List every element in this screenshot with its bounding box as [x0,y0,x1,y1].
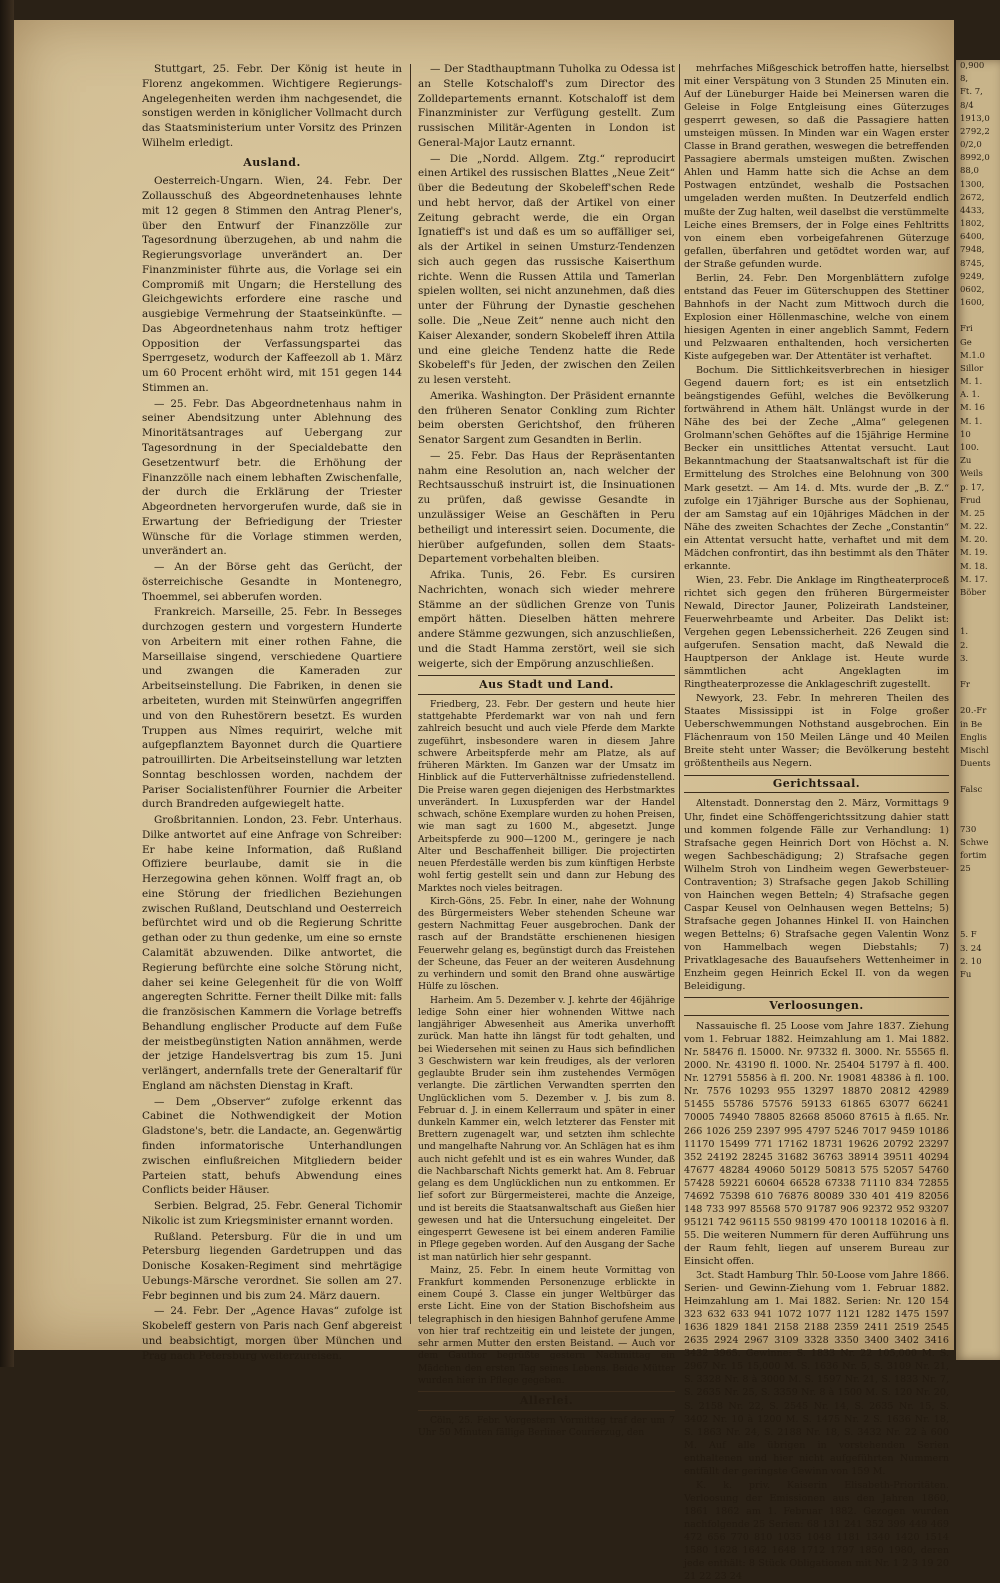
edge-fragment: 88,0 [960,166,979,177]
article-paragraph: Altenstadt. Donnerstag den 2. März, Vormittags 9 Uhr, findet eine Schöffengerichtssitzung dahier statt und kommen folgende Fälle zur Verhandlung: 1) Strafsache gegen Heinrich Dort von Höchst a. N. wegen Sachbeschädigung; 2) Strafsache gegen Wilhelm Stroh von Lindheim wegen Gewerbsteuer-Contravention; 3) Strafsache gegen Jakob Schilling von Hainchen wegen Betteln; 4) Strafsache gegen Caspar Keusel von Oelnhausen wegen Bettelns; 5) Strafsache gegen Johannes Hinkel II. von Hainchen wegen Bettelns; 6) Strafsache gegen Valentin Wonz von Hammelbach wegen Diebstahls; 7) Privatklagesache des Bauaufsehers Wettenheimer in Enzheim gegen Heinrich Eckel II. von da wegen Beleidigung. [684,798,949,993]
edge-fragment: M. 18. [960,561,988,572]
article-paragraph: Cöln, 25. Febr. Vorgestern Vormittag traf der um 7 Uhr 50 Minuten fällige Berliner Courierzug, den [418,1414,675,1438]
edge-fragment: 7948, [960,245,985,256]
edge-fragment [956,916,1000,929]
edge-fragment: M. 1. [960,377,983,388]
edge-fragment: 730 [960,824,977,835]
edge-fragment: M. 25 [960,508,985,519]
edge-fragment: Zu [960,456,972,467]
edge-fragment [956,890,1000,903]
edge-fragment: fortim [960,851,987,862]
section-heading: Aus Stadt und Land. [418,675,675,695]
article-paragraph: — 25. Febr. Das Abgeordnetenhaus nahm in seiner Abendsitzung unter Ablehnung des Minoritätsantrages auf Uebergang zur Tagesordnung in der Specialdebatte den Gesetzentwurf betr. die Erhöhung der Finanzzölle nach einem lebhaften Zwischenfalle, der durch die Erklärung der Triester Abgeordneten hervorgerufen wurde, daß sie in Erwartung der Befriedigung der Triester Wünsche für die Vorlage stimmen werden, unverändert an. [142,397,402,558]
edge-fragment [956,903,1000,916]
edge-fragment: M.1.0 [960,350,985,361]
article-paragraph: Afrika. Tunis, 26. Febr. Es cursiren Nachrichten, wonach sich wieder mehrere Stämme an der südlichen Grenze von Tunis empört hätten. Dieselben hätten mehrere andere Stämme gezwungen, sich anzuschließen, und die Stadt Hamma zerstört, weil sie sich weigerte, sich der Empörung anzuschließen. [418,569,675,670]
edge-fragment [956,692,1000,705]
article-paragraph: — 24. Febr. Der „Agence Havas“ zufolge ist Skobeleff gestern von Paris nach Genf abgereist und beabsichtigt, morgen über München und Prag nach Petersburg weiterzureisen. [142,1305,402,1362]
edge-fragment: M. 22. [960,522,988,533]
edge-fragment: 8, [960,74,969,85]
article-paragraph: mehrfaches Mißgeschick betroffen hatte, hierselbst mit einer Verspätung von 3 Stunden 25 Minuten ein. Auf der Lüneburger Haide bei Meinersen waren die Geleise in Folge Entgleisung eines Güterzuges gesperrt gewesen, so daß die Passagiere hatten umsteigen müssen. In Minden war ein Wagen erster Classe in Brand gerathen, weswegen die betreffenden Passagiere abermals umsteigen mußten. Zwischen Ahlen und Hamm hatte sich die Achse an dem Postwagen entzündet, weshalb die Postsachen umgeladen werden mußten. In Deutzerfeld endlich mußte der Zug halten, weil daselbst die verstümmelte Leiche eines Bremsers, der in Folge eines Fehltritts von einem eben vorbeigefahrenen Güterzuge gefallen, überfahren und getödtet worden war, auf der Straße gefunden wurde. [684,63,949,270]
column-1 [142,62,402,1362]
edge-fragment [956,310,1000,323]
edge-fragment: Falsc [960,785,983,796]
section-heading: Ausland. [243,155,301,169]
article-paragraph: Nassauische fl. 25 Loose vom Jahre 1837. Ziehung vom 1. Februar 1882. Heimzahlung am 1. Mai 1882. Nr. 58476 fl. 15000. Nr. 97332 fl. 3000. Nr. 55565 fl. 2000. Nr. 43190 fl. 1000. Nr. 25404 51797 à fl. 400. Nr. 12791 55856 à fl. 200. Nr. 19081 48386 à fl. 100. Nr. 7576 10293 955 13297 18870 20812 42989 51455 55786 57576 59133 61865 63077 66241 70005 74940 78805 82668 85060 87615 à fl.65. Nr. 266 1026 259 2397 995 4797 5246 7017 9459 10186 11170 15499 771 17162 18731 19626 20792 23297 352 24192 28245 31682 36763 38914 39511 40294 47677 48284 49060 50129 50813 575 52057 54760 57428 59221 60604 66528 67338 71110 834 72855 74692 75398 610 76876 80089 330 401 419 82056 148 733 997 85568 570 91787 906 92372 952 93207 95121 742 96115 550 98199 470 100118 102016 à fl. 55. Die weiteren Nummern für deren Aufführung uns der Raum fehlt, liegen auf unserem Bureau zur Einsicht offen. [684,1021,949,1267]
edge-fragment: M. 1. [960,416,983,427]
article-paragraph: Mainz, 25. Febr. In einem heute Vormittag von Frankfurt kommenden Personenzuge erblickte in einem Coupé 3. Classe ein junger Weltbürger das erste Licht. Eine von der Station Bischofsheim aus telegraphisch in den hiesigen Bahnhof gerufene Amme von hier traf rechtzeitig ein und leistete der jungen, sehr armen Mutter den ersten Beistand. — Auch vor dem Gauthor begrüßte gestern Nachmittag ein Mädchen den ersten Tag seines Lebens. Beide Mütter wurden hier in Pflege gegeben. [418,1264,675,1386]
edge-fragment: 0602, [960,284,985,295]
edge-fragment: 20.-Fr [960,706,987,717]
article-paragraph: Stuttgart, 25. Febr. Der König ist heute in Florenz angekommen. Wichtigere Regierungs-Angelegenheiten werden ihm nachgesendet, die sonstigen werden in königlicher Vollmacht durch das Staatsministerium unter Vorsitz des Prinzen Wilhelm erledigt. [142,63,402,149]
column-2 [418,62,675,1438]
edge-fragment: A. 1. [960,390,980,401]
article-paragraph: — Dem „Observer“ zufolge erkennt das Cabinet die Nothwendigkeit der Motion Gladstone's, betr. die Landacte, an. Gegenwärtig finden informatorische Unterhandlungen zwischen einflußreichen Mitgliedern beider Parteien statt, behufs Abwendung eines Conflicts beider Häuser. [142,1095,402,1197]
edge-fragment: 3. 24 [960,943,982,954]
article-paragraph: Serbien. Belgrad, 25. Febr. General Tichomir Nikolic ist zum Kriegsminister ernannt worden. [142,1200,402,1227]
edge-fragment: Mischl [960,745,989,756]
edge-fragment [956,811,1000,824]
edge-fragment: 0,900 [960,61,985,71]
column-rule [410,64,411,1324]
edge-fragment [956,877,1000,890]
edge-fragment: 25 [960,864,971,875]
article-paragraph: Amerika. Washington. Der Präsident ernannte den früheren Senator Conkling zum Richter beim obersten Gerichtshof, den früheren Senator Sargent zum Gesandten in Berlin. [418,389,675,447]
edge-fragment: Duents [960,759,991,770]
article-paragraph: Großbritannien. London, 23. Febr. Unterhaus. Dilke antwortet auf eine Anfrage von Schreiber: Er habe keine Information, daß Rußland Offiziere beurlaube, damit sie in die Herzegowina gehen können. Wolff fragt an, ob eine Störung der friedlichen Beziehungen zwischen Rußland, Deutschland und Oesterreich befürchtet wird und ob die Regierung Schritte gethan oder zu thun gedenke, um eine so ernste Calamität abzuwenden. Dilke antwortet, die Regierung befürchte eine solche Störung nicht, daher sei keine Gelegenheit für die von Wolff angeregten Schritte. Ferner theilt Dilke mit: falls die französischen Kammern die Vorlage betreffs Behandlung englischer Producte auf dem Fuße der meistbegünstigten Nation annähmen, werde der jetzige Handelsvertrag bis zum 15. Juni verlängert, andernfalls trete der Generaltarif für England am nächsten Dienstag in Kraft. [142,814,402,1092]
edge-fragment: Böber [960,587,986,598]
article-paragraph: Berlin, 24. Febr. Den Morgenblättern zufolge entstand das Feuer im Güterschuppen des Stettiner Bahnhofs in der Nacht zum Mittwoch durch die Explosion einer Höllenmaschine, welche von einem hiesigen Agenten in einer angeblich Sammt, Federn und Pelzwaaren enthaltenden, hoch versicherten Kiste aufgegeben war. Der Attentäter ist verhaftet. [684,272,949,363]
edge-fragment: M. 19. [960,548,988,559]
newspaper-page [14,20,954,1583]
edge-fragment: Fri [960,324,973,335]
edge-fragment: M. 20. [960,535,988,546]
article-paragraph: Friedberg, 23. Febr. Der gestern und heute hier stattgehabte Pferdemarkt war von nah und fern zahlreich besucht und auch viele Pferde dem Markte zugeführt, insbesondere waren in diesem Jahre schwere Arbeitspferde mehr am Platze, als auf früheren Märkten. Im Ganzen war der Umsatz im Hinblick auf die Futterverhältnisse zufriedenstellend. Die Preise waren gegen diejenigen des Herbstmarktes unverändert. In Luxuspferden war der Handel schwach, schöne Exemplare wurden zu hohen Preisen, wie man sagt zu 1600 M., abgesetzt. Junge Arbeitspferde zu 900—1200 M., geringere je nach Alter und Beschaffenheit billiger. Die projectirten neuen Pferdeställe werden bis zum künftigen Herbste wohl fertig gestellt sein und dann zur Hebung des Marktes noch vieles beitragen. [418,699,675,894]
article-paragraph: Newyork, 23. Febr. In mehreren Theilen des Staates Mississippi ist in Folge großer Ueberschwemmungen Nothstand ausgebrochen. Ein Flächenraum von 150 Meilen Länge und 40 Meilen Breite steht unter Wasser; die Bevölkerung besteht größtentheils aus Negern. [684,693,949,770]
edge-fragment: Sillor [960,363,984,374]
edge-fragment: 2672, [960,192,985,203]
edge-fragment: 0/2,0 [960,140,982,151]
article-paragraph: Bochum. Die Sittlichkeitsverbrechen in hiesiger Gegend dauern fort; es ist ein entsetzlich beängstigendes Gefühl, welches die Bevölkerung fortwährend in Athem hält. Unlängst wurde in der Nähe des bei der Zeche „Alma“ gelegenen Grolmann'schen Gehöftes auf die 15jährige Hermine Becker ein unsittliches Attentat versucht. Laut Bekanntmachung der Staatsanwaltschaft ist für die Ermittelung des Strolches eine Belohnung von 300 Mark gesetzt. — Am 14. d. Mts. wurde der „B. Z.“ zufolge ein 17jähriger Bursche aus der Sophienau, der am Samstag auf ein 10jähriges Mädchen in der Nähe des zweiten Schachtes der Zeche „Constantin“ ein Attentat versucht hatte, verhaftet und mit dem Mädchen confrontirt, das ihn bestimmt als den Thäter erkannte. [684,365,949,572]
edge-fragment: 6400, [960,232,985,243]
article-paragraph: — Die „Nordd. Allgem. Ztg.“ reproducirt einen Artikel des russischen Blattes „Neue Zeit“ über die Bedeutung der Skobeleff'schen Rede und hebt hervor, daß der Artikel von einer Zeitung gebracht werde, die ein Organ Ignatieff's ist und daß es um so auffälliger sei, als der Artikel in seinen Umsturz-Tendenzen sich auch gegen das russische Kaiserthum richte. Wenn die Russen Attila und Tamerlan spielen wollten, sei nicht anzunehmen, daß dies unter der Führung der Dynastie geschehen solle. Die „Neue Zeit“ nenne auch nicht den Kaiser Alexander, sondern Skobeleff ihren Attila und eine gleiche Tendenz hatte die Rede Skobeleff's für Jeden, der zwischen den Zeilen zu lesen versteht. [418,152,675,387]
article-paragraph: Kirch-Göns, 25. Febr. In einer, nahe der Wohnung des Bürgermeisters Weber stehenden Scheune war gestern Nachmittag Feuer ausgebrochen. Dank der rasch auf der Brandstätte erschienenen hiesigen Feuerwehr gelang es, begünstigt durch das Freistehen der Scheune, das Feuer an der weiteren Ausdehnung zu verhindern und somit den Brand ohne auswärtige Hülfe zu löschen. [418,895,675,993]
edge-fragment: 4433, [960,205,985,216]
edge-fragment: Englis [960,732,987,743]
book-binding [0,0,14,1367]
edge-fragment: Frud [960,495,981,506]
edge-fragment: 5. F [960,930,977,941]
edge-fragment [956,771,1000,784]
edge-fragment: Ge [960,337,972,348]
article-paragraph: 3ct. Stadt Hamburg Thlr. 50-Loose vom Jahre 1866. Serien- und Gewinn-Ziehung vom 1. Februar 1882. Heimzahlung am 1. Mai 1882. Serien: Nr. 120 154 323 632 633 941 1072 1077 1121 1282 1475 1597 1636 1829 1841 2158 2188 2359 2411 2519 2545 2635 2924 2967 3109 3328 3350 3400 3402 3416 3432 3965. Gewinne: S. 1833 Nr. 22 105,000 M. S. 2967 Nr. 15 15,000 M. S. 1636 Nr. 5, S. 3109 Nr. 21, S. 3328 Nr. 8 à 3000 M. S. 1597 Nr. 21, S. 1833 Nr. 7, S. 2635 Nr. 25, S. 3359 Nr. 8 à 1500 M. S. 120 Nr. 20, S. 2158 Nr. 22, S. 2545 Nr. 14, S. 2635 Nr. 15, S. 3402 Nr. 10 à 1200 M. S. 1475 Nr. 2 S. 1636 Nr. 18, S. 1863 Nr. 24, S. 2188 Nr. 18, S. 3432 Nr. 22 à 600 M. Auf alle übrigen in vorstehenden Serien enthaltenen und hier nicht aufgeführten Nummern entfällt der geringste Gewinn von 159 M. [684,1270,949,1477]
edge-fragment [956,666,1000,679]
article-paragraph: Harheim. Am 5. Dezember v. J. kehrte der 46jährige ledige Sohn einer hier wohnenden Wittwe nach langjähriger Abwesenheit aus Amerika unverhofft zurück. Man hatte ihn längst für todt gehalten, und bei Wiedersehen mit seinen zu Haus sich befindlichen 3 Geschwistern war kein freudiges, als der verloren geglaubte Bruder sein ihm zustehendes Vermögen verlangte. Die zärtlichen Verwandten sperrten den Unglücklichen vom 5. Dezember v. J. bis zum 8. Februar d. J. in einem Kellerraum und später in einer dunkeln Kammer ein, welch letzterer das Fenster mit Brettern zugenagelt war, und setzten ihm schlechte und mangelhafte Nahrung vor. An Schlägen hat es ihm auch nicht gefehlt und ist es ein wahres Wunder, daß die Nachbarschaft Nichts gemerkt hat. Am 8. Februar gelang es dem Unglücklichen nun zu entkommen. Er lief sofort zur Bürgermeisterei, machte die Anzeige, und ist bereits die Staatsanwaltschaft aus Gießen hier gewesen und hat die Untersuchung eingeleitet. Der eingesperrt Gewesene ist bei einem anderen Familie in Pflege gegeben worden. Auf den Ausgang der Sache ist man natürlich hier sehr gespannt. [418,994,675,1263]
edge-fragment: 1. [960,627,969,638]
edge-fragment: 9249, [960,271,985,282]
edge-fragment: p. 17, [960,482,985,493]
edge-fragment: Fu [960,969,972,980]
edge-fragment [956,798,1000,811]
article-paragraph: — An der Börse geht das Gerücht, der österreichische Gesandte in Montenegro, Thoemmel, sei abberufen worden. [142,561,402,603]
edge-fragment: 2. 10 [960,956,982,967]
edge-fragment [956,600,1000,613]
edge-fragment: M. 17. [960,574,988,585]
edge-fragment: 1600, [960,298,985,309]
edge-fragment: 8745, [960,258,985,269]
article-paragraph: Rußland. Petersburg. Für die in und um Petersburg liegenden Gardetruppen und das Donische Kosaken-Regiment sind mehrtägige Uebungs-Märsche verordnet. Sie sollen am 27. Febr beginnen und bis zum 24. März dauern. [142,1230,402,1302]
section-heading: Verloosungen. [684,997,949,1016]
edge-fragment: 1300, [960,179,985,190]
edge-fragment: 100. [960,442,979,453]
edge-fragment: 2. [960,640,969,651]
edge-fragment: 1913,0 [960,113,990,124]
article-paragraph: Frankreich. Marseille, 25. Febr. In Besseges durchzogen gestern und vorgestern Hunderte von Arbeitern mit einer rothen Fahne, die Marseillaise singend, verschiedene Quartiere und zwangen die Kameraden zur Arbeitseinstellung. Die Fabriken, in denen sie arbeiteten, wurden mit Steinwürfen angegriffen und von den Ruhestörern besetzt. Es wurden Truppen aus Nîmes requirirt, welche mit aufgepflanztem Bayonnet durch die Quartiere patrouillirten. Die Arbeitseinstellung war letzten Sonntag beschlossen worden, nachdem der Pariser Socialistenführer Fournier die Arbeiter durch Brandreden aufgewiegelt hatte. [142,606,402,811]
edge-fragment: 10 [960,429,971,440]
edge-fragment: Fr [960,680,970,691]
edge-fragment: 3. [960,653,969,664]
edge-fragment: Ft. 7, [960,87,983,98]
adjacent-page-edge [956,60,1000,1360]
edge-fragment: 8992,0 [960,153,990,164]
article-paragraph: — Der Stadthauptmann Tuholka zu Odessa ist an Stelle Kotschaloff's zum Director des Zolldepartements ernannt. Kotschaloff ist dem Finanzminister zur Verfügung gestellt. Zum russischen Militär-Agenten in London ist General-Major Lautz ernannt. [418,63,675,149]
edge-fragment: in Be [960,719,983,730]
article-paragraph: — 25. Febr. Das Haus der Repräsentanten nahm eine Resolution an, nach welcher der Rechtsausschuß instruirt ist, die Insinuationen zu prüfen, daß gewisse Gesandte in unzulässiger Weise an Geschäften in Peru betheiligt und interessirt seien. Documente, die hierüber aufgefunden, sollen dem Staats-Departement vorbehalten bleiben. [418,449,675,566]
column-3 [684,62,949,1583]
edge-fragment: 2792,2 [960,126,990,137]
column-rule [679,64,680,1324]
edge-fragment [956,613,1000,626]
edge-fragment: Weils [960,469,983,480]
article-paragraph: K. k. priv. Kaiserin Elisabeth-Prioritäten. Verloosung der Emissionen aus den Jahren 1860, 1861 1862 am 1. Februar 1882. Gezogen wurden nachfolgende 25 Serien: 68 131 241 352 399 449 469 472 656 770 810 1035 1048 1181 1340 1420 1514 1580 1628 1642 1648 1712 1797 1850 1980, deren jede enthält: 8 Stück Obligationen mit Nr. 1 2 3 19 20 21 22 23 24 [684,1479,949,1583]
article-paragraph: Oesterreich-Ungarn. Wien, 24. Febr. Der Zollausschuß des Abgeordnetenhauses lehnte mit 12 gegen 8 Stimmen den Antrag Plener's, über den Entwurf der Finanzzölle zur Tagesordnung überzugehen, ab und nahm die Regierungsvorlage unverändert an. Der Finanzminister führte aus, die Vorlage sei ein Compromiß mit Ungarn; die Herstellung des Gleichgewichts erfordere eine rasche und ausgiebige Vermehrung der Staatseinkünfte. — Das Abgeordnetenhaus nahm trotz heftiger Opposition der Verfassungspartei das Sperrgesetz, wodurch der Kaffeezoll ab 1. März um 60 Procent erhöht wird, mit 151 gegen 144 Stimmen an. [142,175,402,394]
section-heading: Gerichtssaal. [684,775,949,794]
edge-fragment: 1802, [960,219,985,230]
edge-fragment: M. 16 [960,403,985,414]
edge-fragment: 8/4 [960,100,974,111]
section-heading: Allerlei. [418,1391,675,1411]
edge-fragment: Schwe [960,838,989,849]
article-paragraph: Wien, 23. Febr. Die Anklage im Ringtheaterproceß richtet sich gegen den früheren Bürgermeister Newald, Director Jauner, Polizeirath Landsteiner, Feuerwehrbeamte und Arbeiter. Das Delikt ist: Vergehen gegen Lebenssicherheit. 226 Zeugen sind aufgerufen. Sensation macht, daß Newald die Hauptperson der Anklage ist. Heute wurde sämmtlichen acht Angeklagten im Ringtheaterprozesse die Anklageschrift zugestellt. [684,574,949,691]
